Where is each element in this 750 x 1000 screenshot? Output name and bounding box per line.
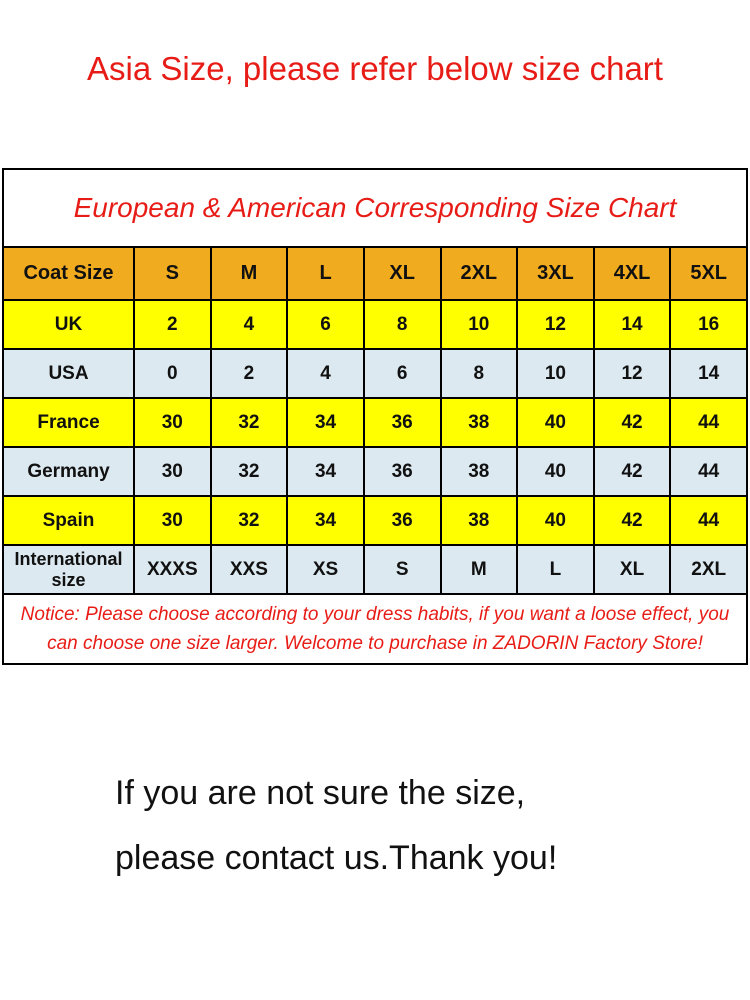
column-header: XL — [364, 247, 441, 300]
size-cell: 32 — [211, 496, 288, 545]
table-row — [3, 300, 747, 349]
size-cell: 42 — [594, 398, 671, 447]
size-cell: 6 — [287, 300, 364, 349]
size-cell: 30 — [134, 496, 211, 545]
column-header: 5XL — [670, 247, 747, 300]
size-cell: XL — [594, 545, 671, 594]
size-cell: 2 — [134, 300, 211, 349]
size-cell: 44 — [670, 447, 747, 496]
corner-header: Coat Size — [3, 247, 134, 300]
table-title: European & American Corresponding Size Chart — [3, 169, 747, 247]
size-cell: 42 — [594, 447, 671, 496]
size-cell: 42 — [594, 496, 671, 545]
size-cell: XXS — [211, 545, 288, 594]
row-label: International size — [3, 545, 134, 594]
row-label: USA — [3, 349, 134, 398]
size-cell: XXXS — [134, 545, 211, 594]
size-cell: 40 — [517, 398, 594, 447]
notice-cell — [3, 594, 747, 664]
size-cell: 10 — [517, 349, 594, 398]
size-cell: L — [517, 545, 594, 594]
size-cell: 16 — [670, 300, 747, 349]
size-cell: 30 — [134, 398, 211, 447]
table-row — [3, 447, 747, 496]
row-label: Spain — [3, 496, 134, 545]
size-cell: 36 — [364, 447, 441, 496]
size-cell: 36 — [364, 398, 441, 447]
notice-row — [3, 594, 747, 664]
table-title-row — [3, 169, 747, 247]
size-cell: 8 — [364, 300, 441, 349]
table-row — [3, 496, 747, 545]
row-label: UK — [3, 300, 134, 349]
size-cell: 32 — [211, 447, 288, 496]
size-cell: XS — [287, 545, 364, 594]
size-chart-body — [3, 169, 747, 664]
row-label: France — [3, 398, 134, 447]
row-label: Germany — [3, 447, 134, 496]
notice-line-2: can choose one size larger. Welcome to purchase in ZADORIN Factory Store! — [47, 633, 703, 654]
size-cell: 14 — [670, 349, 747, 398]
size-cell: 8 — [441, 349, 518, 398]
size-cell: 34 — [287, 447, 364, 496]
column-header: 3XL — [517, 247, 594, 300]
size-cell: 38 — [441, 398, 518, 447]
size-cell: 14 — [594, 300, 671, 349]
column-header: 4XL — [594, 247, 671, 300]
size-cell: S — [364, 545, 441, 594]
size-cell: 34 — [287, 398, 364, 447]
size-cell: 38 — [441, 447, 518, 496]
column-header: M — [211, 247, 288, 300]
size-cell: 40 — [517, 496, 594, 545]
size-cell: M — [441, 545, 518, 594]
footer-line-1: If you are not sure the size, — [115, 774, 526, 812]
page-title: Asia Size, please refer below size chart — [87, 50, 663, 87]
size-cell: 2XL — [670, 545, 747, 594]
size-chart-table — [2, 168, 748, 665]
size-cell: 30 — [134, 447, 211, 496]
size-cell: 40 — [517, 447, 594, 496]
size-cell: 0 — [134, 349, 211, 398]
size-cell: 4 — [211, 300, 288, 349]
footer-line-2: please contact us.Thank you! — [115, 839, 558, 877]
size-cell: 10 — [441, 300, 518, 349]
size-cell: 12 — [517, 300, 594, 349]
table-row — [3, 398, 747, 447]
table-row — [3, 545, 747, 594]
size-cell: 12 — [594, 349, 671, 398]
footer-note — [115, 773, 557, 878]
size-cell: 34 — [287, 496, 364, 545]
notice-line-1: Notice: Please choose according to your dress habits, if you want a loose effect, you — [20, 604, 730, 625]
column-header: L — [287, 247, 364, 300]
column-header: 2XL — [441, 247, 518, 300]
column-header: S — [134, 247, 211, 300]
table-header-row — [3, 247, 747, 300]
size-cell: 32 — [211, 398, 288, 447]
size-cell: 4 — [287, 349, 364, 398]
size-cell: 38 — [441, 496, 518, 545]
size-cell: 44 — [670, 398, 747, 447]
table-row — [3, 349, 747, 398]
size-cell: 36 — [364, 496, 441, 545]
size-cell: 44 — [670, 496, 747, 545]
size-cell: 6 — [364, 349, 441, 398]
size-cell: 2 — [211, 349, 288, 398]
